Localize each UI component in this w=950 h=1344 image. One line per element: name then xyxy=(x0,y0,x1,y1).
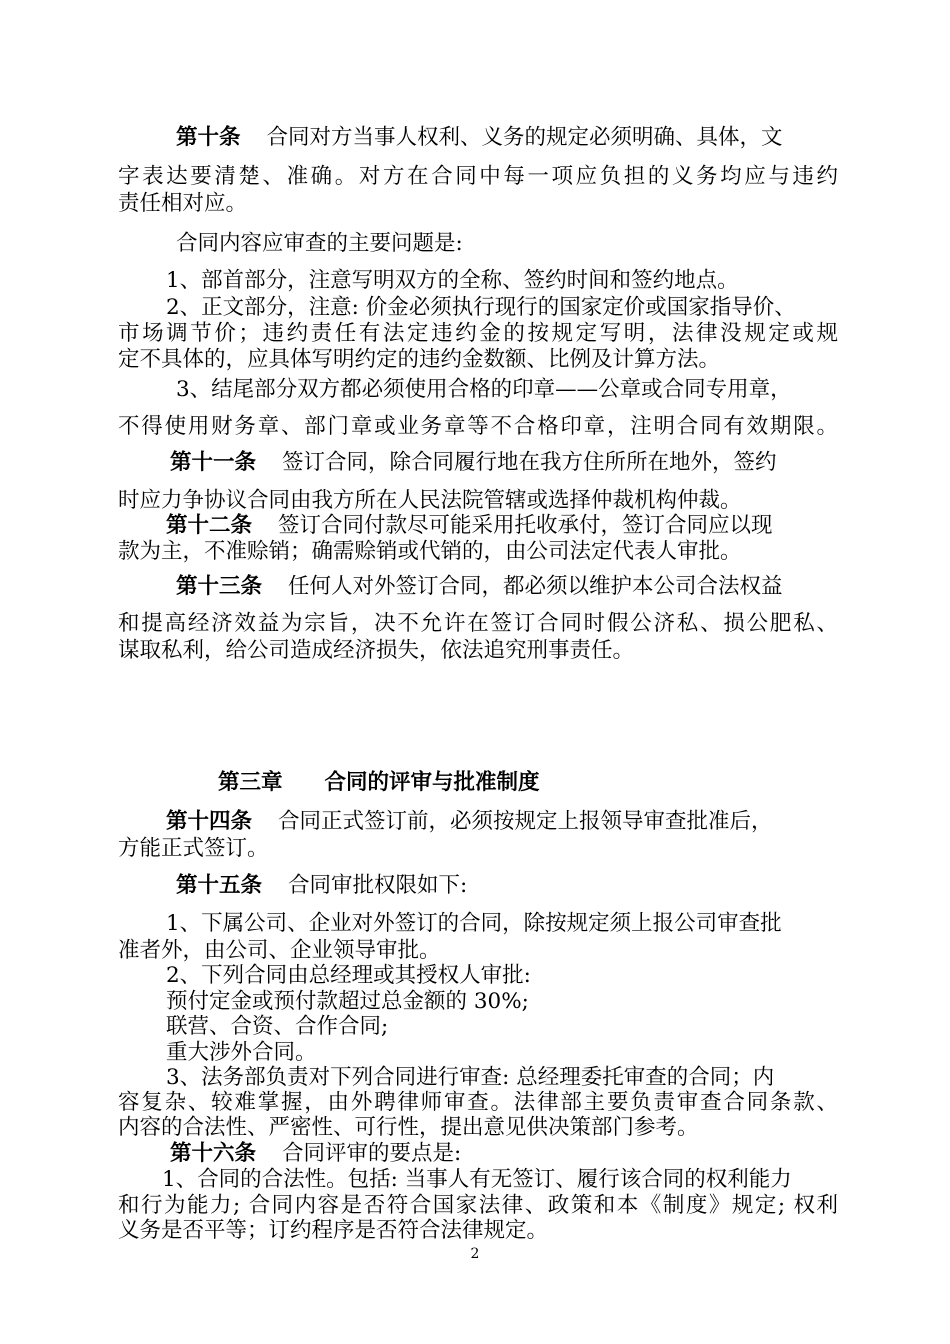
art12-line-2: 款为主，不准赊销；确需赊销或代销的，由公司法定代表人审批。 xyxy=(118,539,742,564)
art16-text-1: 合同评审的要点是: xyxy=(282,1141,462,1166)
art10-item-1: 1、部首部分，注意写明双方的全称、签约时间和签约地点。 xyxy=(166,268,739,293)
art16-item-1c: 义务是否平等；订约程序是否符合法律规定。 xyxy=(118,1218,549,1243)
art11-heading: 第十一条 xyxy=(170,450,257,475)
chapter-3-title: 合同的评审与批准制度 xyxy=(324,770,540,795)
art15-item-1b: 准者外，由公司、企业领导审批。 xyxy=(118,938,441,963)
art15-sub-1: 预付定金或预付款超过总金额的 30%; xyxy=(166,989,529,1014)
art10-item-3a: 3、结尾部分双方都必须使用合格的印章——公章或合同专用章， xyxy=(176,377,792,402)
art15-line-1 xyxy=(118,872,838,900)
art10-line-1 xyxy=(118,124,838,152)
art14-line-1 xyxy=(118,808,838,836)
art14-text-1: 合同正式签订前，必须按规定上报领导审查批准后， xyxy=(278,809,773,834)
art10-item-3b: 不得使用财务章、部门章或业务章等不合格印章，注明合同有效期限。 xyxy=(118,414,838,439)
art10-line-2: 字表达要清楚、准确。对方在合同中每一项应负担的义务均应与违约 xyxy=(118,164,838,189)
art15-sub-2: 联营、合资、合作合同; xyxy=(166,1014,389,1039)
art10-item-2b: 市场调节价；违约责任有法定违约金的按规定写明，法律没规定或规 xyxy=(118,321,838,346)
art13-line-1 xyxy=(118,573,838,601)
art13-heading: 第十三条 xyxy=(176,574,263,599)
art15-sub-3: 重大涉外合同。 xyxy=(166,1040,317,1065)
chapter-3-heading xyxy=(218,769,938,797)
art12-line-1 xyxy=(118,512,838,540)
art14-heading: 第十四条 xyxy=(166,809,253,834)
art15-text-1: 合同审批权限如下: xyxy=(288,873,468,898)
art11-line-1 xyxy=(118,449,838,477)
art13-line-2: 和提高经济效益为宗旨，决不允许在签订合同时假公济私、损公肥私、 xyxy=(118,611,838,636)
art13-text-1: 任何人对外签订合同，都必须以维护本公司合法权益 xyxy=(288,574,783,599)
art10-item-2c: 定不具体的，应具体写明约定的违约金数额、比例及计算方法。 xyxy=(118,347,721,372)
art11-text-1: 签订合同，除合同履行地在我方住所所在地外，签约 xyxy=(282,450,777,475)
art16-heading: 第十六条 xyxy=(170,1141,257,1166)
art10-intro: 合同内容应审查的主要问题是: xyxy=(176,231,463,256)
art10-text-1: 合同对方当事人权利、义务的规定必须明确、具体，文 xyxy=(266,125,783,150)
art13-line-3: 谋取私利，给公司造成经济损失，依法追究刑事责任。 xyxy=(118,638,635,663)
art14-line-2: 方能正式签订。 xyxy=(118,836,269,861)
art15-item-3b: 容复杂、较难掌握，由外聘律师审查。法律部主要负责审查合同条款、 xyxy=(118,1090,838,1115)
art11-line-2: 时应力争协议合同由我方所在人民法院管辖或选择仲裁机构仲裁。 xyxy=(118,488,742,513)
art15-item-3c: 内容的合法性、严密性、可行性，提出意见供决策部门参考。 xyxy=(118,1115,699,1140)
art12-text-1: 签订合同付款尽可能采用托收承付，签订合同应以现 xyxy=(278,513,773,538)
art15-item-1a: 1、下属公司、企业对外签订的合同，除按规定须上报公司审查批 xyxy=(166,911,782,936)
art16-item-1b: 和行为能力; 合同内容是否符合国家法律、政策和本《制度》规定; 权利 xyxy=(118,1193,838,1218)
art15-heading: 第十五条 xyxy=(176,873,263,898)
art10-line-3: 责任相对应。 xyxy=(118,191,248,216)
chapter-3-number: 第三章 xyxy=(218,770,283,795)
art10-heading: 第十条 xyxy=(176,125,241,150)
art16-item-1a: 1、合同的合法性。包括: 当事人有无签订、履行该合同的权利能力 xyxy=(162,1167,792,1192)
art16-line-1 xyxy=(118,1140,838,1168)
art15-item-3a: 3、法务部负责对下列合同进行审查: 总经理委托审查的合同；内 xyxy=(166,1065,775,1090)
page-number: 2 xyxy=(470,1246,480,1262)
art12-heading: 第十二条 xyxy=(166,513,253,538)
art15-item-2: 2、下列合同由总经理或其授权人审批: xyxy=(166,963,531,988)
art10-item-2a: 2、正文部分，注意: 价金必须执行现行的国家定价或国家指导价、 xyxy=(166,295,796,320)
